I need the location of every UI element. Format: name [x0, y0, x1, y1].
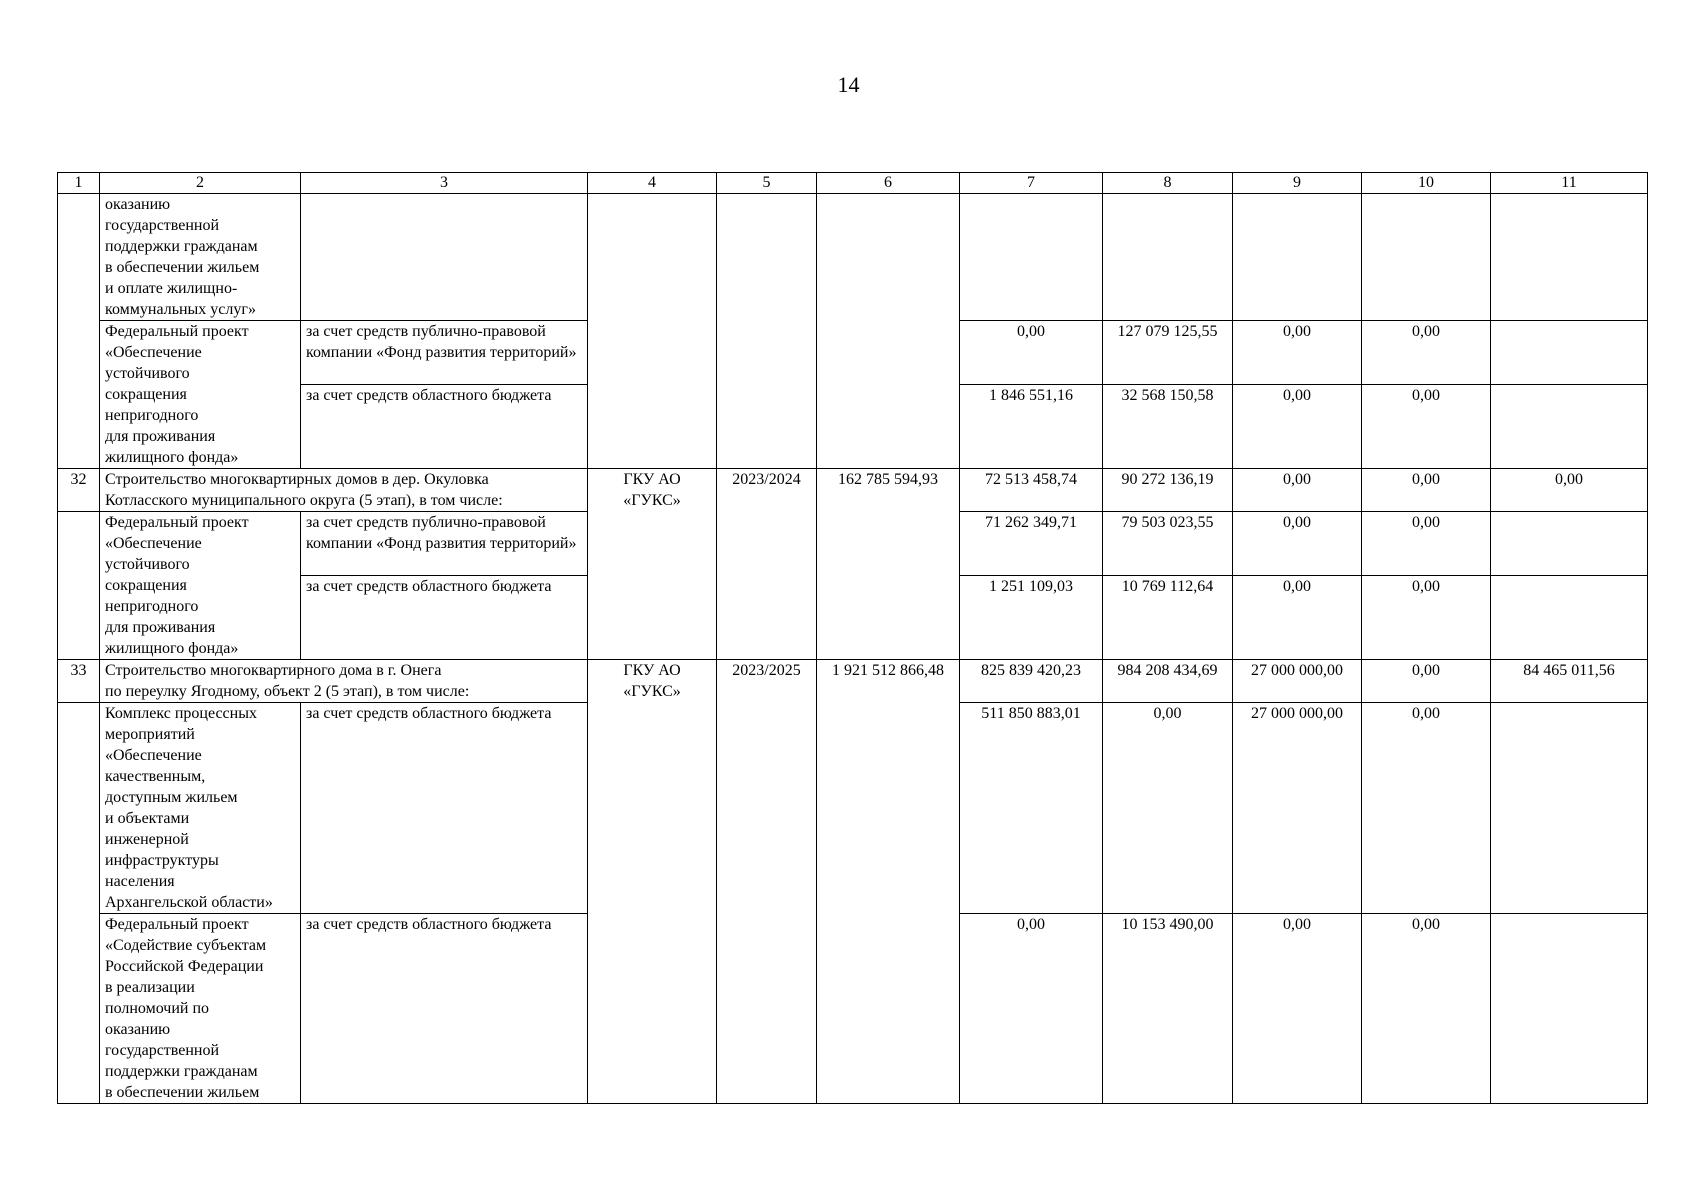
value-cell: 0,00: [1233, 385, 1362, 469]
total-cell: [817, 194, 960, 469]
value-cell: 0,00: [1362, 914, 1491, 1104]
value-cell: 90 272 136,19: [1103, 469, 1233, 512]
value-cell: [1233, 194, 1362, 321]
value-cell: 71 262 349,71: [960, 512, 1103, 576]
program-cell: Федеральный проект «Обеспечение устойчивого сокращения непригодного для проживания жилищного фонда»: [100, 512, 301, 660]
description-cell: оказанию государственной поддержки гражданам в обеспечении жильем и оплате жилищно- коммунальных услуг»: [100, 194, 301, 321]
column-header: 7: [960, 173, 1103, 194]
value-cell: [1491, 194, 1648, 321]
value-cell: [1491, 703, 1648, 914]
table-header-row: [58, 173, 1648, 194]
value-cell: [1491, 576, 1648, 660]
source-cell: за счет средств публично-правовой компании «Фонд развития территорий»: [301, 512, 588, 576]
object-name-cell: Строительство многоквартирного дома в г. Онега по переулку Ягодному, объект 2 (5 этап), в том числе:: [100, 660, 588, 703]
object-name-cell: Строительство многоквартирных домов в дер. Окуловка Котласского муниципального округа (5 этап), в том числе:: [100, 469, 588, 512]
budget-table: [57, 172, 1648, 1104]
source-cell: за счет средств областного бюджета: [301, 914, 588, 1104]
row-number-cell: [58, 512, 100, 660]
source-cell: [301, 194, 588, 321]
source-cell: за счет средств областного бюджета: [301, 385, 588, 469]
value-cell: 0,00: [1233, 576, 1362, 660]
column-header: 9: [1233, 173, 1362, 194]
value-cell: 1 251 109,03: [960, 576, 1103, 660]
value-cell: 0,00: [1362, 321, 1491, 385]
value-cell: 79 503 023,55: [1103, 512, 1233, 576]
column-header: 6: [817, 173, 960, 194]
value-cell: 10 153 490,00: [1103, 914, 1233, 1104]
value-cell: 825 839 420,23: [960, 660, 1103, 703]
value-cell: [1103, 194, 1233, 321]
value-cell: 84 465 011,56: [1491, 660, 1648, 703]
period-cell: 2023/2025: [717, 660, 817, 1104]
value-cell: 0,00: [1233, 914, 1362, 1104]
value-cell: 0,00: [1362, 703, 1491, 914]
value-cell: 0,00: [1233, 469, 1362, 512]
value-cell: 72 513 458,74: [960, 469, 1103, 512]
value-cell: 127 079 125,55: [1103, 321, 1233, 385]
value-cell: 0,00: [1362, 469, 1491, 512]
period-cell: 2023/2024: [717, 469, 817, 660]
source-cell: за счет средств публично-правовой компании «Фонд развития территорий»: [301, 321, 588, 385]
row-number-cell: 33: [58, 660, 100, 703]
customer-cell: ГКУ АО «ГУКС»: [588, 660, 717, 1104]
column-header: 10: [1362, 173, 1491, 194]
customer-cell: ГКУ АО «ГУКС»: [588, 469, 717, 660]
value-cell: 32 568 150,58: [1103, 385, 1233, 469]
row-number-cell: 32: [58, 469, 100, 512]
total-cell: 162 785 594,93: [817, 469, 960, 660]
value-cell: [1491, 914, 1648, 1104]
source-cell: за счет средств областного бюджета: [301, 703, 588, 914]
value-cell: 0,00: [1103, 703, 1233, 914]
value-cell: 27 000 000,00: [1233, 703, 1362, 914]
value-cell: [1362, 194, 1491, 321]
column-header: 8: [1103, 173, 1233, 194]
value-cell: [1491, 321, 1648, 385]
value-cell: 27 000 000,00: [1233, 660, 1362, 703]
column-header: 4: [588, 173, 717, 194]
period-cell: [717, 194, 817, 469]
program-cell: Федеральный проект «Обеспечение устойчивого сокращения непригодного для проживания жилищного фонда»: [100, 321, 301, 469]
table-row: [58, 194, 1648, 321]
column-header: 3: [301, 173, 588, 194]
value-cell: 0,00: [960, 321, 1103, 385]
value-cell: 0,00: [1362, 576, 1491, 660]
column-header: 1: [58, 173, 100, 194]
value-cell: 1 846 551,16: [960, 385, 1103, 469]
value-cell: 984 208 434,69: [1103, 660, 1233, 703]
value-cell: 511 850 883,01: [960, 703, 1103, 914]
value-cell: 0,00: [1362, 512, 1491, 576]
value-cell: 0,00: [1362, 660, 1491, 703]
value-cell: 0,00: [1491, 469, 1648, 512]
page-number: 14: [837, 72, 860, 97]
program-cell: Федеральный проект «Содействие субъектам Российской Федерации в реализации полномочий по оказанию государственной поддержки гражданам в обеспечении жильем: [100, 914, 301, 1104]
value-cell: 10 769 112,64: [1103, 576, 1233, 660]
row-number-cell: [58, 194, 100, 469]
value-cell: [1491, 385, 1648, 469]
row-number-cell: [58, 703, 100, 1104]
value-cell: 0,00: [960, 914, 1103, 1104]
program-cell: Комплекс процессных мероприятий «Обеспечение качественным, доступным жильем и объектами инженерной инфраструктуры населения Архангельской области»: [100, 703, 301, 914]
value-cell: 0,00: [1233, 321, 1362, 385]
value-cell: 0,00: [1233, 512, 1362, 576]
table-row: [58, 469, 1648, 512]
column-header: 11: [1491, 173, 1648, 194]
column-header: 2: [100, 173, 301, 194]
value-cell: 0,00: [1362, 385, 1491, 469]
table-row: [58, 660, 1648, 703]
value-cell: [960, 194, 1103, 321]
value-cell: [1491, 512, 1648, 576]
customer-cell: [588, 194, 717, 469]
total-cell: 1 921 512 866,48: [817, 660, 960, 1104]
column-header: 5: [717, 173, 817, 194]
source-cell: за счет средств областного бюджета: [301, 576, 588, 660]
